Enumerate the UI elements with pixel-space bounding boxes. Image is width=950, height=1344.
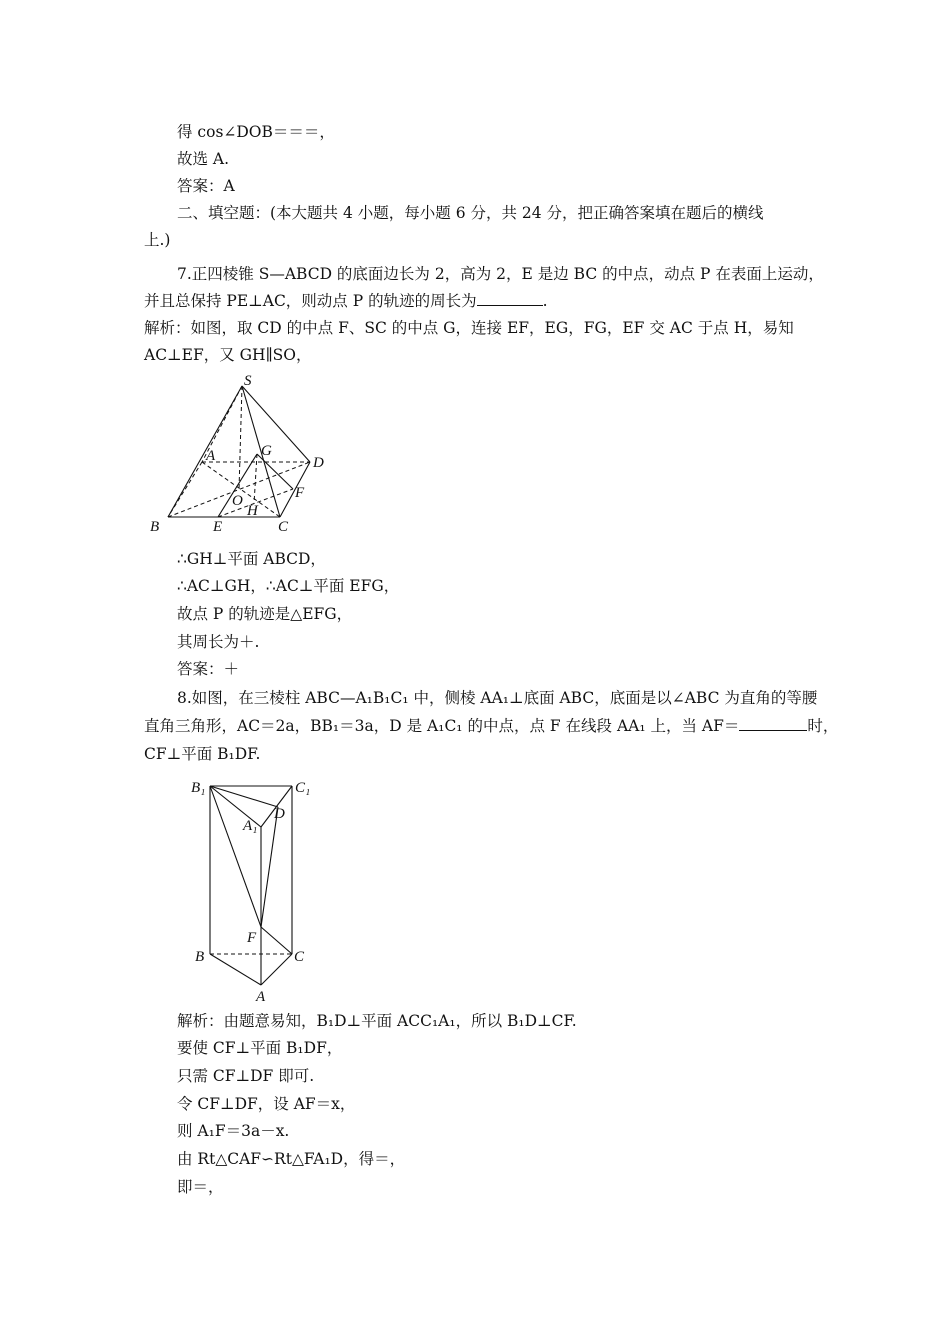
text-line: 得 cos∠DOB＝＝＝， — [177, 123, 335, 141]
text-line: 要使 CF⊥平面 B₁DF， — [177, 1039, 343, 1057]
question-8: 8.如图，在三棱柱 ABC—A₁B₁C₁ 中，侧棱 AA₁⊥底面 ABC，底面是以∠ABC 为直角的等腰 — [177, 689, 818, 707]
segment-df — [261, 807, 278, 927]
text-line: ∴GH⊥平面 ABCD， — [177, 550, 326, 568]
segment-b1d — [210, 786, 278, 807]
text-line: 令 CF⊥DF，设 AF＝x， — [177, 1095, 356, 1113]
answer-blank — [739, 730, 807, 731]
text-segment: 时， — [807, 717, 839, 735]
answer-blank — [477, 305, 543, 306]
edge-sd — [242, 386, 310, 462]
edge-ca — [261, 954, 292, 985]
text-line — [144, 716, 838, 736]
label-b1: B₁ — [191, 780, 206, 796]
height-so — [239, 386, 242, 490]
text-line: 故点 P 的轨迹是△EFG， — [177, 605, 353, 623]
text-line: 解析：如图，取 CD 的中点 F、SC 的中点 G，连接 EF，EG，FG，EF 交 AC 于点 H，易知 — [144, 319, 794, 337]
text-line: ∴AC⊥GH，∴AC⊥平面 EFG， — [177, 577, 400, 595]
pyramid-figure — [140, 370, 340, 540]
edge-sb — [168, 386, 242, 517]
label-a1: A₁ — [243, 818, 258, 834]
label-h: H — [247, 503, 258, 519]
question-7: 7.正四棱锥 S—ABCD 的底面边长为 2，高为 2，E 是边 BC 的中点，动点 P 在表面上运动， — [177, 265, 824, 283]
text-line: AC⊥EF，又 GH∥SO， — [144, 346, 312, 364]
label-d: D — [274, 806, 285, 822]
text-line: 由 Rt△CAF∽Rt△FA₁D，得＝， — [177, 1150, 406, 1168]
label-d: D — [313, 455, 324, 471]
text-line: 上.) — [144, 231, 171, 249]
label-f: F — [295, 485, 305, 501]
text-line: CF⊥平面 B₁DF. — [144, 745, 261, 763]
label-c1: C₁ — [295, 780, 311, 796]
text-line: 则 A₁F＝3a－x. — [177, 1122, 290, 1140]
label-a: A — [206, 448, 216, 464]
segment-gf — [257, 454, 293, 489]
text-line — [144, 291, 548, 311]
text-line: 解析：由题意易知，B₁D⊥平面 ACC₁A₁，所以 B₁D⊥CF. — [177, 1012, 577, 1030]
text-line: 答案：＋ — [177, 660, 240, 678]
prism-figure — [185, 772, 325, 1007]
segment-fc — [261, 927, 292, 954]
text-line: 其周长为＋. — [177, 633, 260, 651]
label-c: C — [294, 949, 305, 965]
text-segment: 并且总保持 PE⊥AC，则动点 P 的轨迹的周长为 — [144, 292, 477, 310]
label-e: E — [213, 519, 223, 535]
text-line: 二、填空题：(本大题共 4 小题，每小题 6 分，共 24 分，把正确答案填在题后的横线 — [177, 204, 764, 222]
label-b: B — [195, 949, 205, 965]
text-segment: 直角三角形，AC＝2a，BB₁＝3a，D 是 A₁C₁ 的中点，点 F 在线段 AA₁ 上，当 AF＝ — [144, 717, 740, 735]
text-line: 故选 A. — [177, 150, 230, 168]
label-a: A — [256, 989, 266, 1005]
label-g: G — [261, 443, 272, 459]
label-o: O — [232, 493, 243, 509]
edge-ba — [210, 954, 261, 985]
text-line: 答案：A — [177, 177, 235, 195]
text-line: 即＝， — [177, 1178, 224, 1196]
text-segment: . — [542, 292, 548, 310]
label-f: F — [247, 930, 257, 946]
label-c: C — [278, 519, 289, 535]
label-b: B — [150, 519, 160, 535]
label-s: S — [244, 373, 252, 389]
text-line: 只需 CF⊥DF 即可. — [177, 1067, 315, 1085]
